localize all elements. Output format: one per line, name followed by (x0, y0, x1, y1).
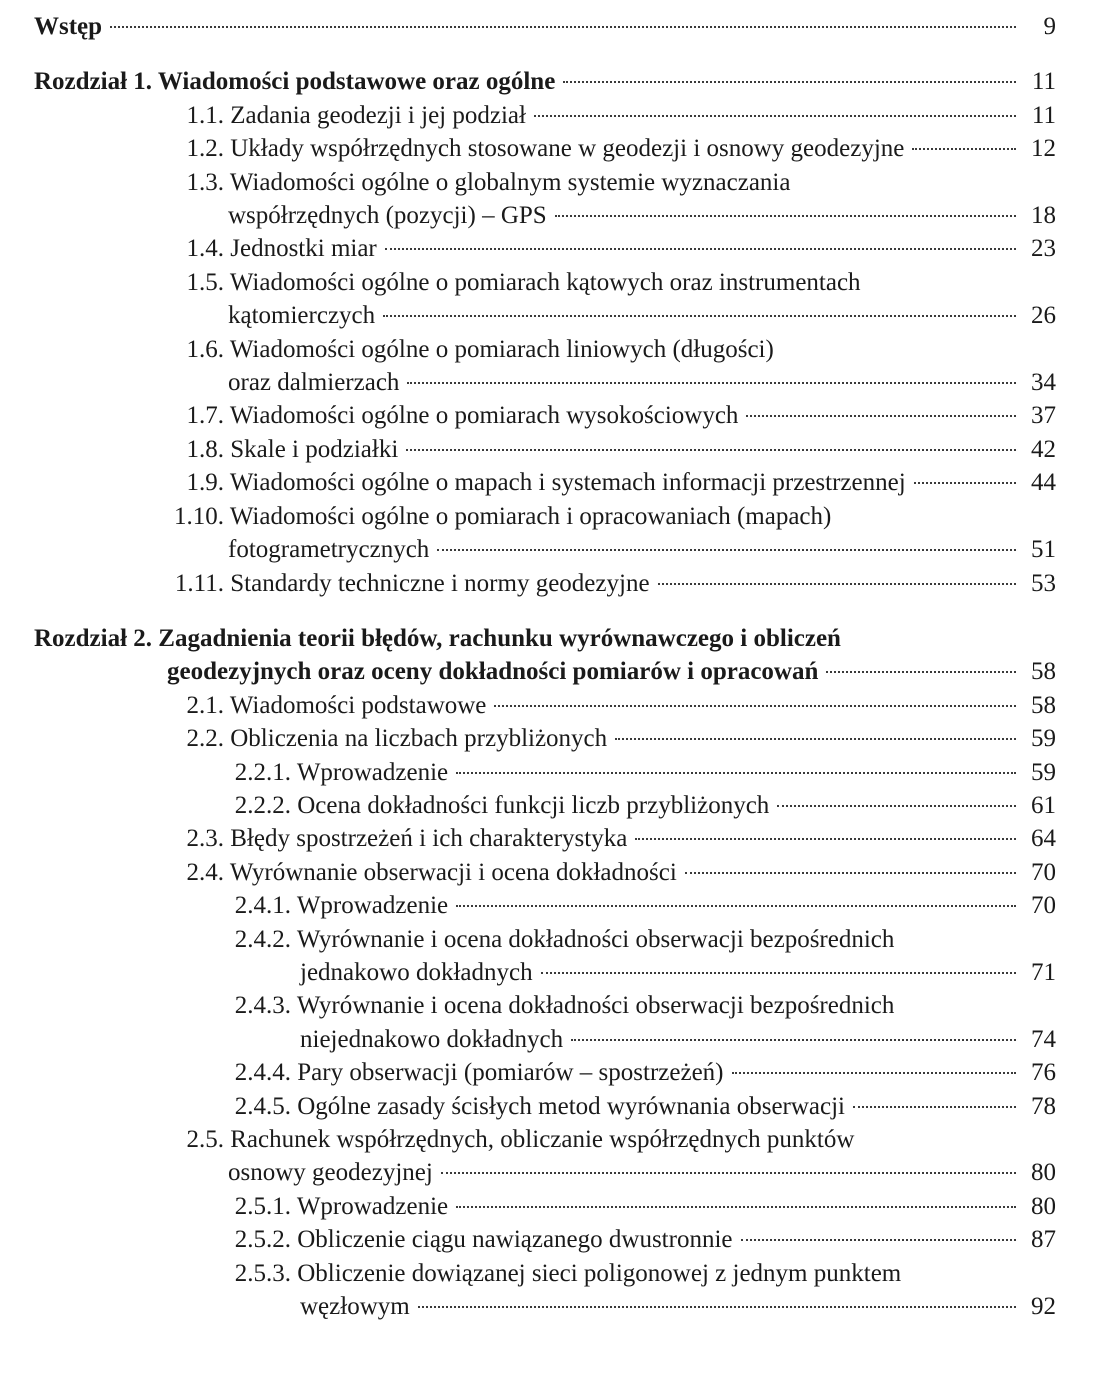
page-number: 34 (1031, 369, 1056, 397)
toc-line (34, 1056, 1056, 1089)
page-number: 76 (1031, 1059, 1056, 1087)
toc-title-text: Wstęp (34, 13, 103, 40)
section-number: 1.2. (186, 135, 224, 163)
dot-leader (534, 114, 1016, 117)
toc-entry[interactable] (34, 989, 1056, 1056)
section-number: 2.5.3. (234, 1259, 291, 1287)
toc-line (34, 789, 1056, 822)
toc-title (187, 132, 905, 165)
section-number: 2.2.1. (234, 758, 291, 786)
toc-line (34, 1090, 1056, 1123)
toc-entry[interactable] (34, 132, 1056, 165)
toc-title (167, 655, 818, 688)
toc-line (34, 689, 1056, 722)
toc-title (300, 1023, 563, 1056)
toc-title-text: Obliczenia na liczbach przybliżonych (230, 725, 608, 753)
toc-title-text: Wiadomości ogólne o pomiarach kątowych oraz instrumentach (229, 268, 861, 296)
toc-title (228, 299, 375, 332)
toc-entry[interactable] (34, 689, 1056, 722)
toc-title (187, 856, 677, 889)
page-number: 23 (1031, 235, 1056, 263)
page-number: 59 (1031, 725, 1056, 753)
toc-title-text: Obliczenie dowiązanej sieci poligonowej z jednym punktem (297, 1259, 902, 1287)
toc-title-text: Wprowadzenie (296, 892, 449, 920)
toc-line (34, 889, 1056, 922)
page-number: 12 (1031, 135, 1056, 163)
toc-title-text: Zagadnienia teorii błędów, rachunku wyrównawczego i obliczeń (158, 624, 841, 652)
page-number: 42 (1031, 435, 1056, 463)
page-number: 26 (1031, 302, 1056, 330)
toc-title-text: fotogrametrycznych (228, 536, 430, 564)
section-number: 2.4.1. (234, 892, 291, 920)
chapter-number: Rozdział 2. (34, 624, 153, 652)
toc-title-text: Rachunek współrzędnych, obliczanie współrzędnych punktów (230, 1126, 855, 1153)
toc-title-text: Wiadomości ogólne o globalnym systemie wyznaczania (229, 168, 791, 196)
toc-line (34, 199, 1056, 232)
toc-entry[interactable] (34, 466, 1056, 499)
toc-entry[interactable] (34, 756, 1056, 789)
dot-leader (732, 1071, 1017, 1074)
page-number: 58 (1031, 691, 1056, 719)
toc-line (34, 989, 1056, 1022)
toc-line (34, 333, 1056, 366)
toc-line (34, 266, 1056, 299)
toc-title (235, 756, 448, 789)
toc-line (34, 232, 1056, 265)
toc-title (235, 789, 770, 822)
toc-title-text: węzłowym (300, 1293, 410, 1321)
toc-title-text: Wyrównanie obserwacji i ocena dokładności (229, 858, 677, 886)
toc-entry[interactable] (34, 433, 1056, 466)
toc-line (34, 500, 1056, 533)
section-number: 2.4.2. (234, 925, 291, 953)
toc-title-text: osnowy geodezyjnej (228, 1159, 433, 1187)
section-number: 2.5.2. (234, 1226, 291, 1254)
section-number: 1.7. (186, 402, 224, 430)
toc-title-text: Wiadomości ogólne o pomiarach wysokościowych (229, 402, 739, 430)
page-number: 18 (1031, 202, 1056, 230)
section-number: 2.5. (186, 1126, 224, 1153)
dot-leader (635, 837, 1016, 840)
dot-leader (826, 670, 1016, 673)
toc-title (187, 232, 377, 265)
toc-title-text: kątomierczych (228, 302, 376, 330)
toc-line (34, 299, 1056, 332)
toc-line (34, 366, 1056, 399)
section-number: 2.4.5. (234, 1092, 291, 1120)
page-number: 11 (1031, 68, 1056, 96)
dot-leader (555, 214, 1016, 217)
dot-leader (563, 80, 1016, 83)
dot-leader (407, 381, 1016, 384)
toc-title (187, 266, 861, 299)
toc-entry[interactable] (34, 722, 1056, 755)
toc-title-text: Wiadomości podstawowe oraz ogólne (157, 68, 556, 96)
toc-title (174, 500, 831, 533)
page-number: 11 (1031, 101, 1056, 129)
toc-line (34, 1223, 1056, 1256)
page-number: 9 (1043, 13, 1056, 40)
toc-line (34, 1123, 1056, 1156)
toc-title (235, 889, 448, 922)
toc-title (228, 199, 547, 232)
section-number: 2.4. (186, 858, 224, 886)
page-number: 80 (1031, 1192, 1056, 1220)
toc-title (187, 466, 906, 499)
toc-line (34, 65, 1056, 98)
toc-title (175, 567, 650, 600)
toc-entry[interactable] (34, 1056, 1056, 1089)
section-number: 2.2. (186, 725, 224, 753)
section-number: 1.9. (186, 469, 224, 497)
page-number: 74 (1031, 1025, 1056, 1053)
toc-title-text: Układy współrzędnych stosowane w geodezji i osnowy geodezyjne (230, 135, 905, 163)
dot-leader (914, 481, 1016, 484)
toc-title-text: Ogólne zasady ścisłych metod wyrównania obserwacji (297, 1092, 846, 1120)
toc-title-text: Wiadomości ogólne o mapach i systemach informacji przestrzennej (229, 469, 906, 497)
section-number: 1.6. (186, 335, 224, 363)
toc-title (228, 366, 399, 399)
toc-line (34, 923, 1056, 956)
toc-title (187, 99, 526, 132)
toc-title (235, 923, 895, 956)
dot-leader (406, 448, 1016, 451)
toc-line (34, 956, 1056, 989)
toc-title (34, 622, 841, 655)
dot-leader (437, 548, 1016, 551)
toc-entry[interactable] (34, 889, 1056, 922)
toc-line (34, 856, 1056, 889)
toc-title (235, 1090, 845, 1123)
section-number: 1.8. (186, 435, 224, 463)
toc-title (187, 822, 628, 855)
toc-line (34, 466, 1056, 499)
toc-title (300, 956, 533, 989)
toc-title (187, 333, 774, 366)
toc-entry[interactable] (34, 1257, 1056, 1324)
toc-title-text: geodezyjnych oraz oceny dokładności pomiarów i opracowań (167, 658, 819, 686)
section-number: 2.4.4. (234, 1059, 291, 1087)
toc-line (34, 1156, 1056, 1189)
toc-entry[interactable] (34, 789, 1056, 822)
toc-entry[interactable] (34, 166, 1056, 233)
toc-chapter[interactable] (34, 65, 1056, 98)
toc-title-text: Wprowadzenie (296, 1192, 449, 1220)
dot-leader (494, 704, 1016, 707)
toc-title-text: oraz dalmierzach (228, 369, 400, 397)
toc-front-matter[interactable] (34, 10, 1056, 43)
toc-title (187, 689, 487, 722)
toc-line (34, 533, 1056, 566)
toc-line (34, 722, 1056, 755)
toc-line (34, 433, 1056, 466)
page-number: 71 (1031, 958, 1056, 986)
table-of-contents (34, 10, 1056, 1323)
toc-title (235, 1190, 448, 1223)
toc-title (228, 533, 429, 566)
toc-line (34, 567, 1056, 600)
chapter-number: Rozdział 1. (34, 68, 153, 96)
page-number: 44 (1031, 469, 1056, 497)
toc-entry[interactable] (34, 856, 1056, 889)
dot-leader (746, 414, 1016, 417)
toc-line (34, 10, 1056, 43)
toc-title-text: Skale i podziałki (230, 435, 399, 463)
toc-title (235, 1257, 901, 1290)
toc-title (235, 1056, 724, 1089)
toc-title (187, 1123, 855, 1156)
toc-title (34, 65, 555, 98)
toc-title-text: Wiadomości podstawowe (229, 691, 487, 719)
section-number: 1.1. (186, 101, 224, 129)
toc-title-text: jednakowo dokładnych (300, 958, 533, 986)
toc-title-text: Wprowadzenie (296, 758, 449, 786)
toc-line (34, 756, 1056, 789)
toc-entry[interactable] (34, 1190, 1056, 1223)
dot-leader (658, 582, 1016, 585)
toc-title (228, 1156, 433, 1189)
toc-title (187, 722, 608, 755)
toc-line (34, 1290, 1056, 1323)
toc-title-text: Pary obserwacji (pomiarów – spostrzeżeń) (297, 1059, 724, 1087)
page-number: 58 (1031, 658, 1056, 686)
toc-chapter[interactable] (34, 622, 1056, 689)
dot-leader (456, 904, 1016, 907)
section-number: 1.4. (186, 235, 224, 263)
toc-title-text: Wyrównanie i ocena dokładności obserwacji bezpośrednich (296, 925, 895, 953)
toc-line (34, 1190, 1056, 1223)
page-number: 78 (1031, 1092, 1056, 1120)
toc-entry[interactable] (34, 567, 1056, 600)
toc-entry[interactable] (34, 266, 1056, 333)
section-number: 2.5.1. (234, 1192, 291, 1220)
dot-leader (541, 971, 1016, 974)
toc-entry[interactable] (34, 1123, 1056, 1190)
toc-line (34, 622, 1056, 655)
dot-leader (110, 25, 1016, 28)
dot-leader (615, 737, 1016, 740)
dot-leader (441, 1171, 1016, 1174)
toc-line (34, 399, 1056, 432)
section-number: 1.5. (186, 268, 224, 296)
toc-title-text: Obliczenie ciągu nawiązanego dwustronnie (297, 1226, 733, 1254)
toc-line (34, 166, 1056, 199)
dot-leader (456, 771, 1016, 774)
page-number: 61 (1031, 791, 1056, 819)
toc-line (34, 132, 1056, 165)
page-number: 80 (1031, 1159, 1056, 1187)
toc-entry[interactable] (34, 333, 1056, 400)
page-number: 37 (1031, 402, 1056, 430)
toc-entry[interactable] (34, 232, 1056, 265)
section-number: 2.2.2. (234, 791, 291, 819)
toc-title-text: Standardy techniczne i normy geodezyjne (230, 569, 650, 597)
dot-leader (853, 1105, 1016, 1108)
toc-title (235, 1223, 733, 1256)
toc-title-text: współrzędnych (pozycji) – GPS (228, 202, 547, 230)
toc-title (34, 10, 102, 43)
section-number: 1.10. (174, 502, 224, 530)
toc-title-text: niejednakowo dokładnych (300, 1025, 564, 1053)
page-number: 51 (1031, 536, 1056, 564)
toc-entry[interactable] (34, 500, 1056, 567)
toc-entry[interactable] (34, 99, 1056, 132)
dot-leader (571, 1038, 1016, 1041)
page-number: 92 (1031, 1293, 1056, 1321)
toc-title-text: Ocena dokładności funkcji liczb przybliżonych (297, 791, 770, 819)
toc-title (187, 166, 791, 199)
page-number: 59 (1031, 758, 1056, 786)
page-number: 64 (1031, 825, 1056, 853)
page-number: 87 (1031, 1226, 1056, 1254)
toc-title-text: Wyrównanie i ocena dokładności obserwacji bezpośrednich (296, 992, 895, 1020)
toc-entry[interactable] (34, 923, 1056, 990)
section-number: 2.3. (186, 825, 224, 853)
toc-entry[interactable] (34, 1090, 1056, 1123)
toc-title-text: Błędy spostrzeżeń i ich charakterystyka (230, 825, 628, 853)
toc-line (34, 822, 1056, 855)
toc-title (187, 433, 399, 466)
dot-leader (385, 247, 1016, 250)
toc-entry[interactable] (34, 399, 1056, 432)
toc-title (235, 989, 895, 1022)
toc-line (34, 1257, 1056, 1290)
toc-line (34, 1023, 1056, 1056)
toc-title (187, 399, 739, 432)
page-number: 53 (1031, 569, 1056, 597)
section-number: 2.4.3. (234, 992, 291, 1020)
toc-entry[interactable] (34, 822, 1056, 855)
toc-entry[interactable] (34, 1223, 1056, 1256)
dot-leader (685, 871, 1016, 874)
dot-leader (383, 314, 1016, 317)
section-number: 1.3. (186, 168, 224, 196)
section-number: 1.11. (174, 569, 224, 597)
section-number: 2.1. (186, 691, 224, 719)
dot-leader (777, 804, 1016, 807)
toc-title-text: Zadania geodezji i jej podział (230, 101, 526, 129)
toc-line (34, 99, 1056, 132)
toc-line (34, 655, 1056, 688)
page-number: 70 (1031, 858, 1056, 886)
toc-title-text: Jednostki miar (230, 235, 377, 263)
dot-leader (741, 1238, 1017, 1241)
toc-title-text: Wiadomości ogólne o pomiarach i opracowaniach (mapach) (229, 502, 832, 530)
dot-leader (418, 1305, 1016, 1308)
toc-title-text: Wiadomości ogólne o pomiarach liniowych (długości) (229, 335, 774, 363)
dot-leader (912, 147, 1016, 150)
dot-leader (456, 1205, 1016, 1208)
page-number: 70 (1031, 892, 1056, 920)
toc-title (300, 1290, 410, 1323)
